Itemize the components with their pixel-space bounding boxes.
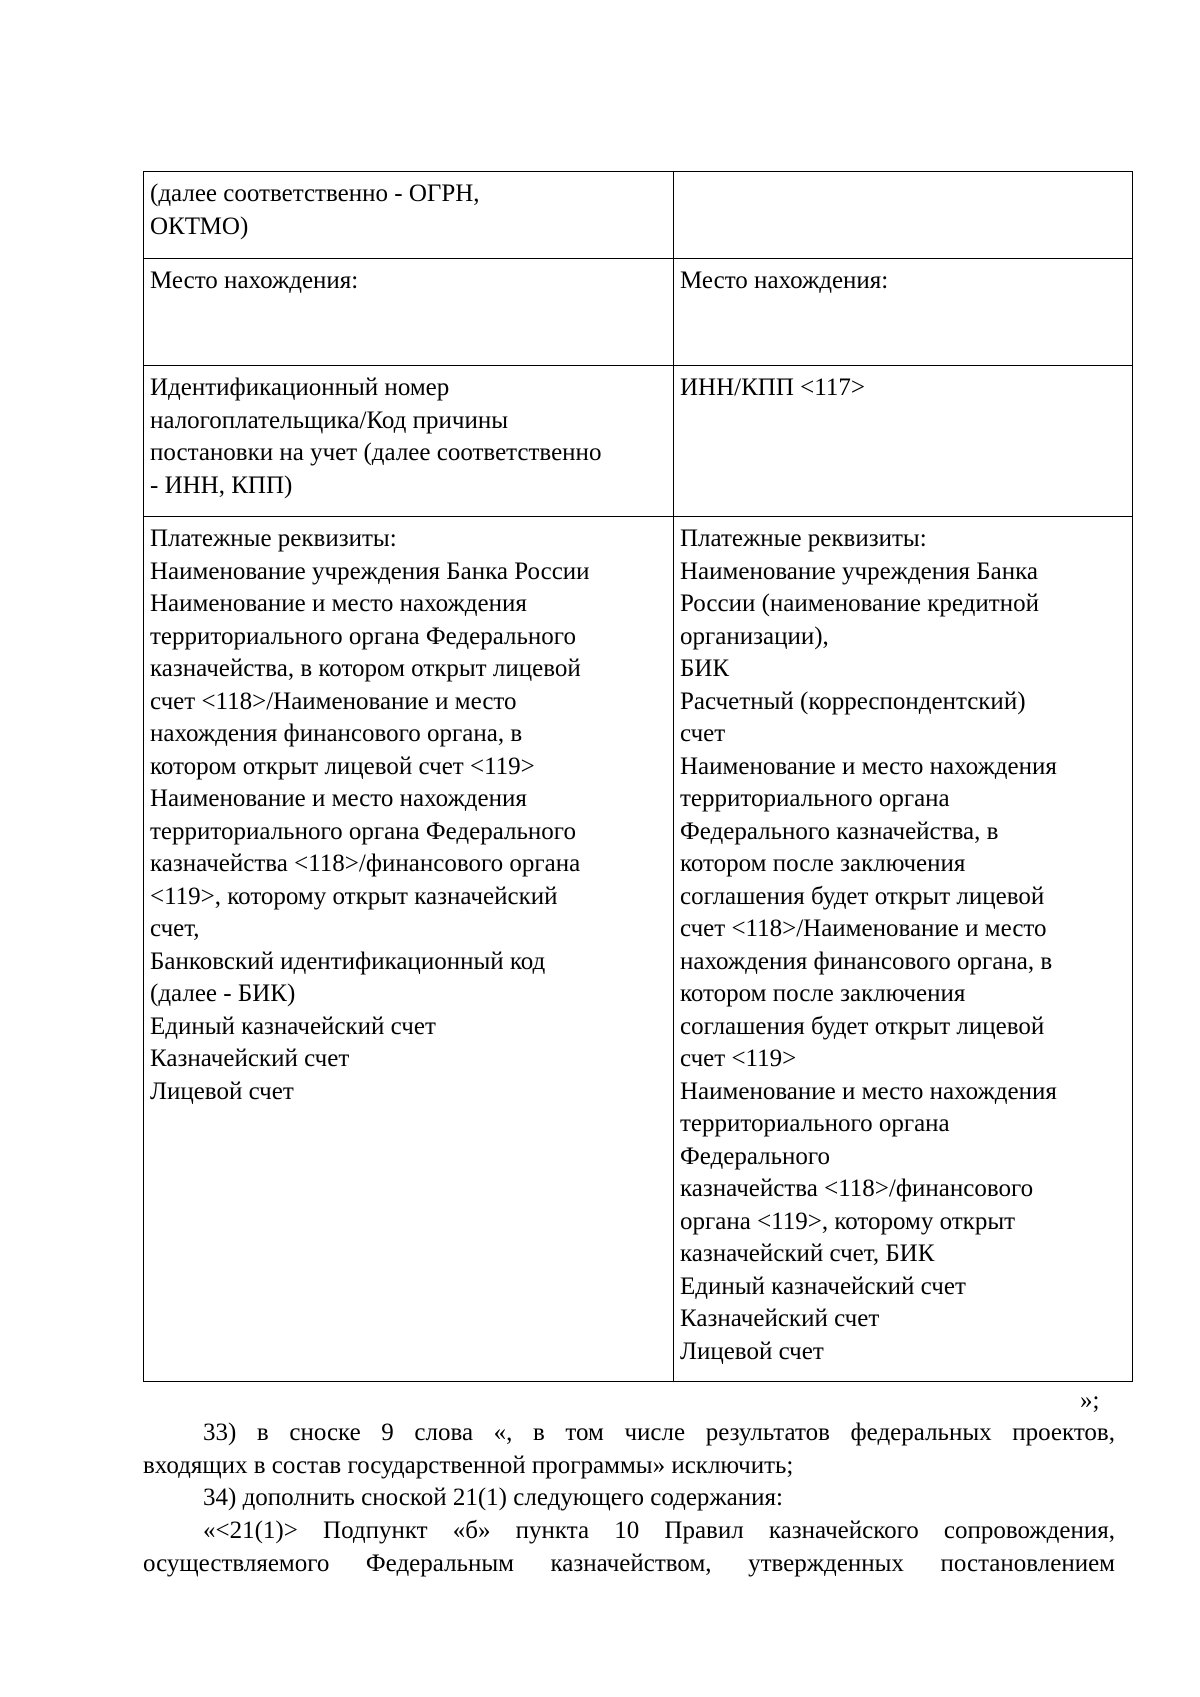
cell-text-line: Лицевой счет	[150, 1077, 294, 1105]
cell-text-line: котором открыт лицевой счет <119>	[150, 752, 535, 780]
cell-text-line: Идентификационный номер	[150, 374, 450, 401]
cell-text-line: Единый казначейский счет	[680, 1272, 966, 1300]
cell-text-line: органа <119>, которому открыт	[680, 1207, 1016, 1235]
cell-text-line: Место нахождения:	[150, 267, 359, 294]
requisites-table	[143, 171, 1133, 1382]
cell-text-line: Федерального	[680, 1142, 831, 1170]
cell-text-line: казначейства <118>/финансового	[680, 1175, 1034, 1202]
cell-text-line: Наименование и место нахождения	[680, 752, 1057, 780]
table-row	[144, 259, 1133, 366]
cell-text-line: нахождения финансового органа, в	[150, 720, 523, 747]
table-row	[144, 366, 1133, 517]
row3-left-cell	[144, 366, 674, 517]
paragraph-33	[143, 1417, 1115, 1482]
cell-text-line: Федерального казначейства, в	[680, 817, 999, 845]
cell-text-line: счет <119>	[680, 1045, 797, 1072]
cell-text-line: ОКТМО)	[150, 212, 249, 240]
cell-text-line: казначейства, в котором открыт лицевой	[150, 655, 581, 682]
cell-text-line: Место нахождения:	[680, 267, 889, 294]
footnote-quote-line-1: «<21(1)> Подпункт «б» пункта 10 Правил казначейского сопровождения,	[203, 1517, 1115, 1544]
row2-left-cell	[144, 259, 674, 366]
cell-text-line: организации),	[680, 622, 829, 650]
cell-text-line: котором после заключения	[680, 980, 966, 1007]
cell-text-line: Наименование и место нахождения	[680, 1077, 1057, 1105]
cell-text-line: - ИНН, КПП)	[150, 471, 293, 499]
paragraph-33-line-1: 33) в сноске 9 слова «, в том числе результатов федеральных проектов,	[203, 1419, 1115, 1446]
cell-text-line: Лицевой счет	[680, 1337, 824, 1365]
row4-right-cell	[674, 517, 1133, 1382]
cell-text-line: казначейства <118>/финансового органа	[150, 850, 581, 877]
cell-text-line: Платежные реквизиты:	[150, 525, 397, 552]
cell-text-line: налогоплательщика/Код причины	[150, 406, 509, 434]
footnote-quote-line-2: осуществляемого Федеральным казначейством, утвержденных постановлением	[143, 1549, 1115, 1577]
row1-right-cell	[674, 172, 1133, 259]
cell-text-line: Расчетный (корреспондентский)	[680, 687, 1026, 715]
row3-right-cell	[674, 366, 1133, 517]
paragraph-34-line: 34) дополнить сноской 21(1) следующего содержания:	[203, 1484, 783, 1511]
paragraph-34	[143, 1482, 1115, 1515]
cell-text-line: Банковский идентификационный код	[150, 947, 546, 975]
cell-text-line: счет <118>/Наименование и место	[680, 915, 1047, 942]
cell-text-line: территориального органа	[680, 785, 950, 812]
cell-text-line: территориального органа Федерального	[150, 622, 576, 650]
cell-text-line: соглашения будет открыт лицевой	[680, 882, 1045, 910]
cell-text-line: счет,	[150, 915, 200, 942]
cell-text-line: (далее - БИК)	[150, 980, 296, 1007]
cell-text-line: Наименование учреждения Банка России	[150, 557, 590, 585]
row2-right-cell	[674, 259, 1133, 366]
cell-text-line: счет <118>/Наименование и место	[150, 687, 517, 715]
cell-text-line: БИК	[680, 655, 730, 682]
cell-text-line: <119>, которому открыт казначейский	[150, 882, 558, 910]
cell-text-line: счет	[680, 720, 726, 747]
row4-left-cell	[144, 517, 674, 1382]
cell-text-line: России (наименование кредитной	[680, 590, 1039, 617]
cell-text-line: Наименование и место нахождения	[150, 785, 527, 812]
cell-text-line: Платежные реквизиты:	[680, 525, 927, 552]
cell-text-line: котором после заключения	[680, 850, 966, 877]
cell-text-line: Единый казначейский счет	[150, 1012, 436, 1040]
cell-text-line: Наименование и место нахождения	[150, 590, 527, 617]
cell-text-line: ИНН/КПП <117>	[680, 374, 865, 401]
table-row	[144, 517, 1133, 1382]
cell-text-line: постановки на учет (далее соответственно	[150, 439, 602, 466]
cell-text-line: Казначейский счет	[150, 1045, 350, 1072]
cell-text-line: Казначейский счет	[680, 1305, 880, 1332]
closing-quote-mark: »;	[1080, 1387, 1100, 1414]
row1-left-cell	[144, 172, 674, 259]
table-row	[144, 172, 1133, 259]
cell-text-line: территориального органа	[680, 1110, 950, 1137]
cell-text-line: Наименование учреждения Банка	[680, 557, 1038, 585]
cell-text-line: нахождения финансового органа, в	[680, 947, 1053, 975]
cell-text-line: территориального органа Федерального	[150, 817, 576, 845]
cell-text-line: соглашения будет открыт лицевой	[680, 1012, 1045, 1040]
cell-text-line: казначейский счет, БИК	[680, 1240, 935, 1267]
paragraph-33-line-2: входящих в состав государственной программы» исключить;	[143, 1451, 794, 1479]
cell-text-line: (далее соответственно - ОГРН,	[150, 180, 480, 207]
footnote-quote-paragraph	[143, 1515, 1115, 1580]
